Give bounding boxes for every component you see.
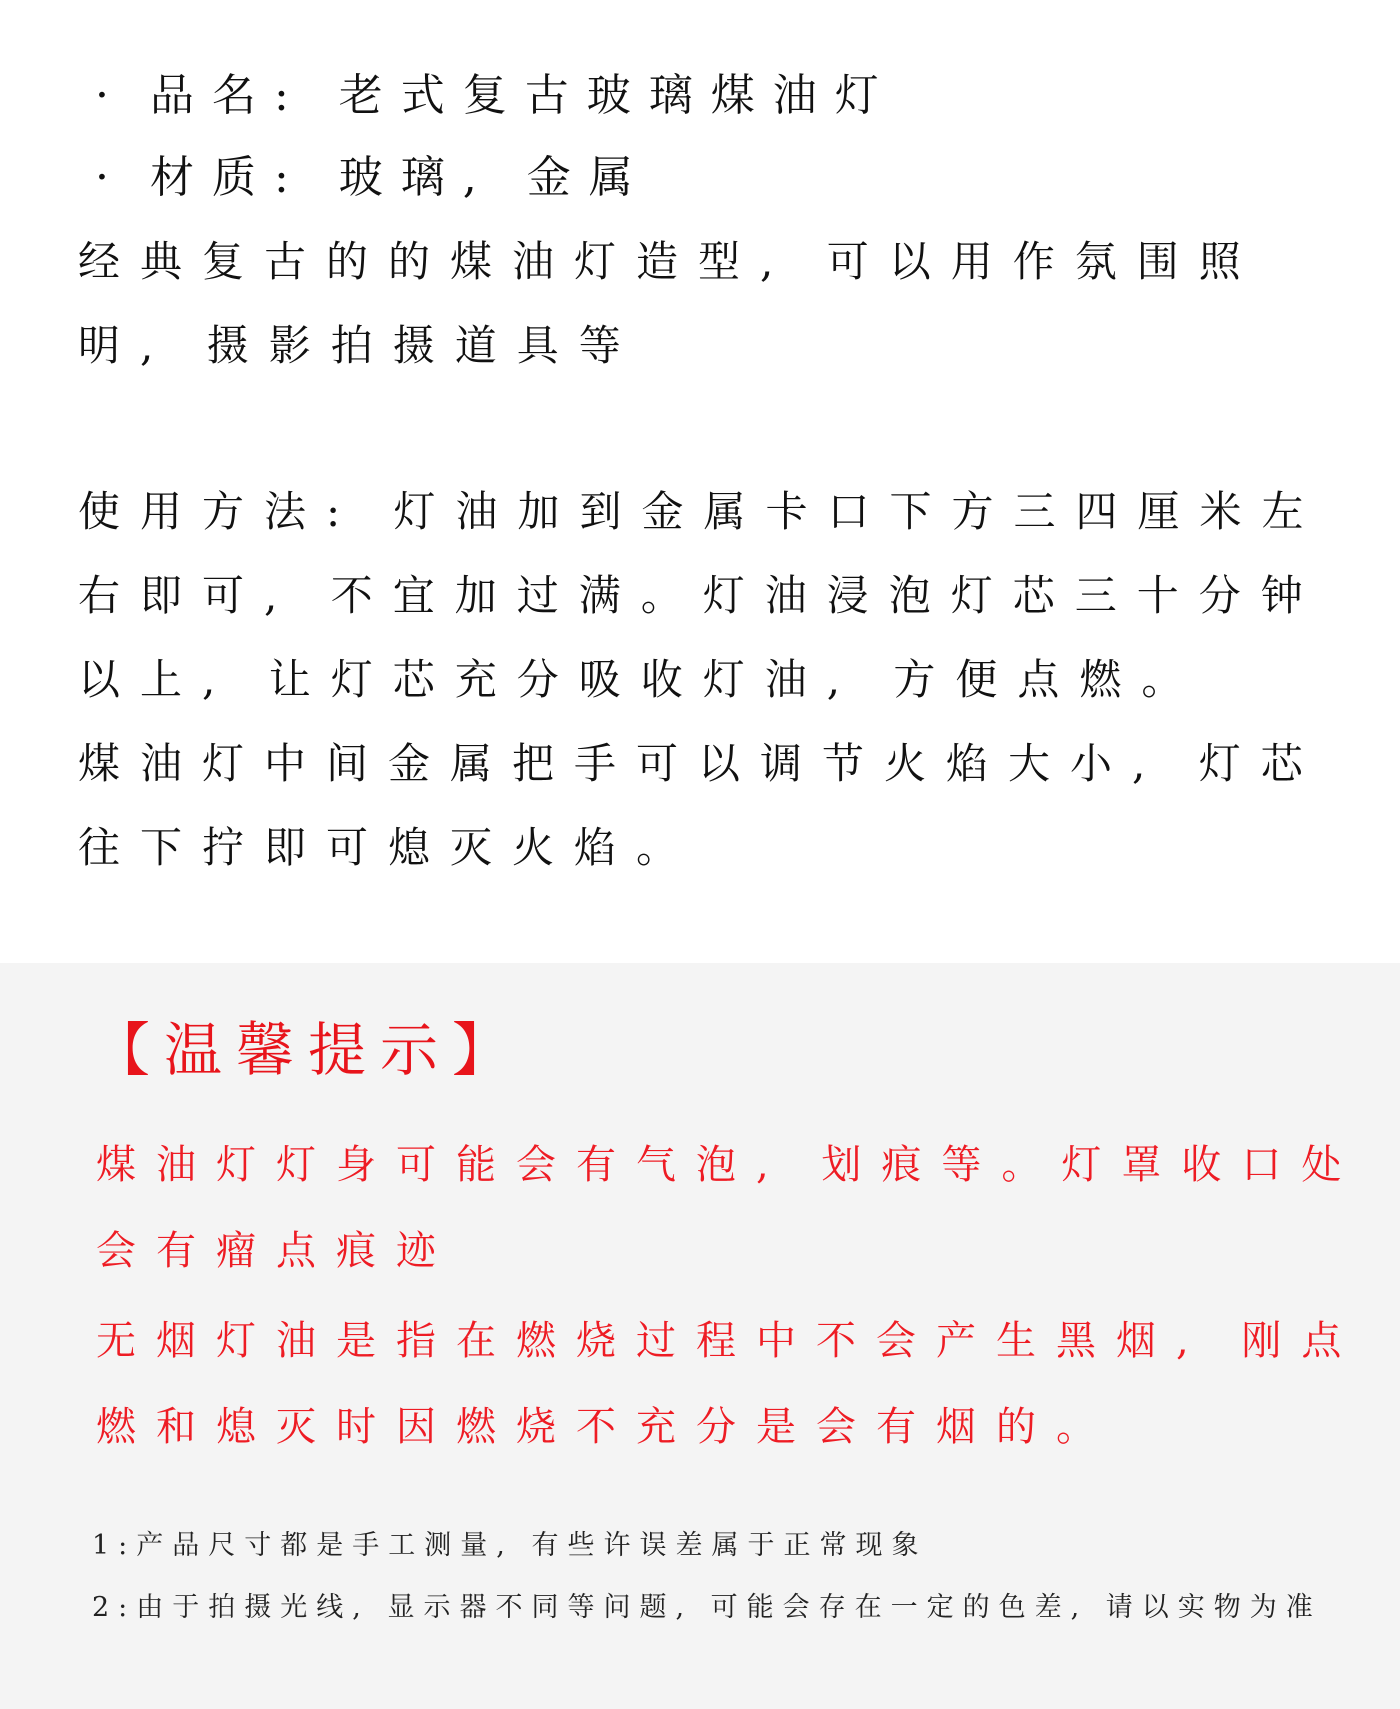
product-material-text: 材质: 玻璃, 金属 [150,152,651,203]
product-name-line [95,66,897,126]
usage-method: 使用方法: 灯油加到金属卡口下方三四厘米左右即可, 不宜加过满。灯油浸泡灯芯三十分钟以上, 让灯芯充分吸收灯油, 方便点燃。 [78,487,1324,704]
usage-knob: 煤油灯中间金属把手可以调节火焰大小, 灯芯往下拧即可熄灭火焰。 [78,739,1323,872]
note-measurement: 1:产品尺寸都是手工测量, 有些许误差属于正常现象 [92,1530,928,1561]
bullet-icon: · [95,152,127,203]
tips-title: 【温馨提示】 [92,1016,525,1084]
tips-line-smoke: 无烟灯油是指在燃烧过程中不会产生黑烟, 刚点燃和熄灭时因燃烧不充分是会有烟的。 [96,1318,1362,1450]
note-color-difference: 2:由于拍摄光线, 显示器不同等问题, 可能会存在一定的色差, 请以实物为准 [92,1592,1322,1623]
product-description: 经典复古的的煤油灯造型, 可以用作氛围照明, 摄影拍摄道具等 [78,237,1261,370]
product-material-line [95,148,651,208]
tips-line-bubbles: 煤油灯灯身可能会有气泡, 划痕等。灯罩收口处会有瘤点痕迹 [96,1142,1362,1274]
product-name-text: 品名: 老式复古玻璃煤油灯 [150,70,897,121]
bullet-icon: · [95,70,127,121]
